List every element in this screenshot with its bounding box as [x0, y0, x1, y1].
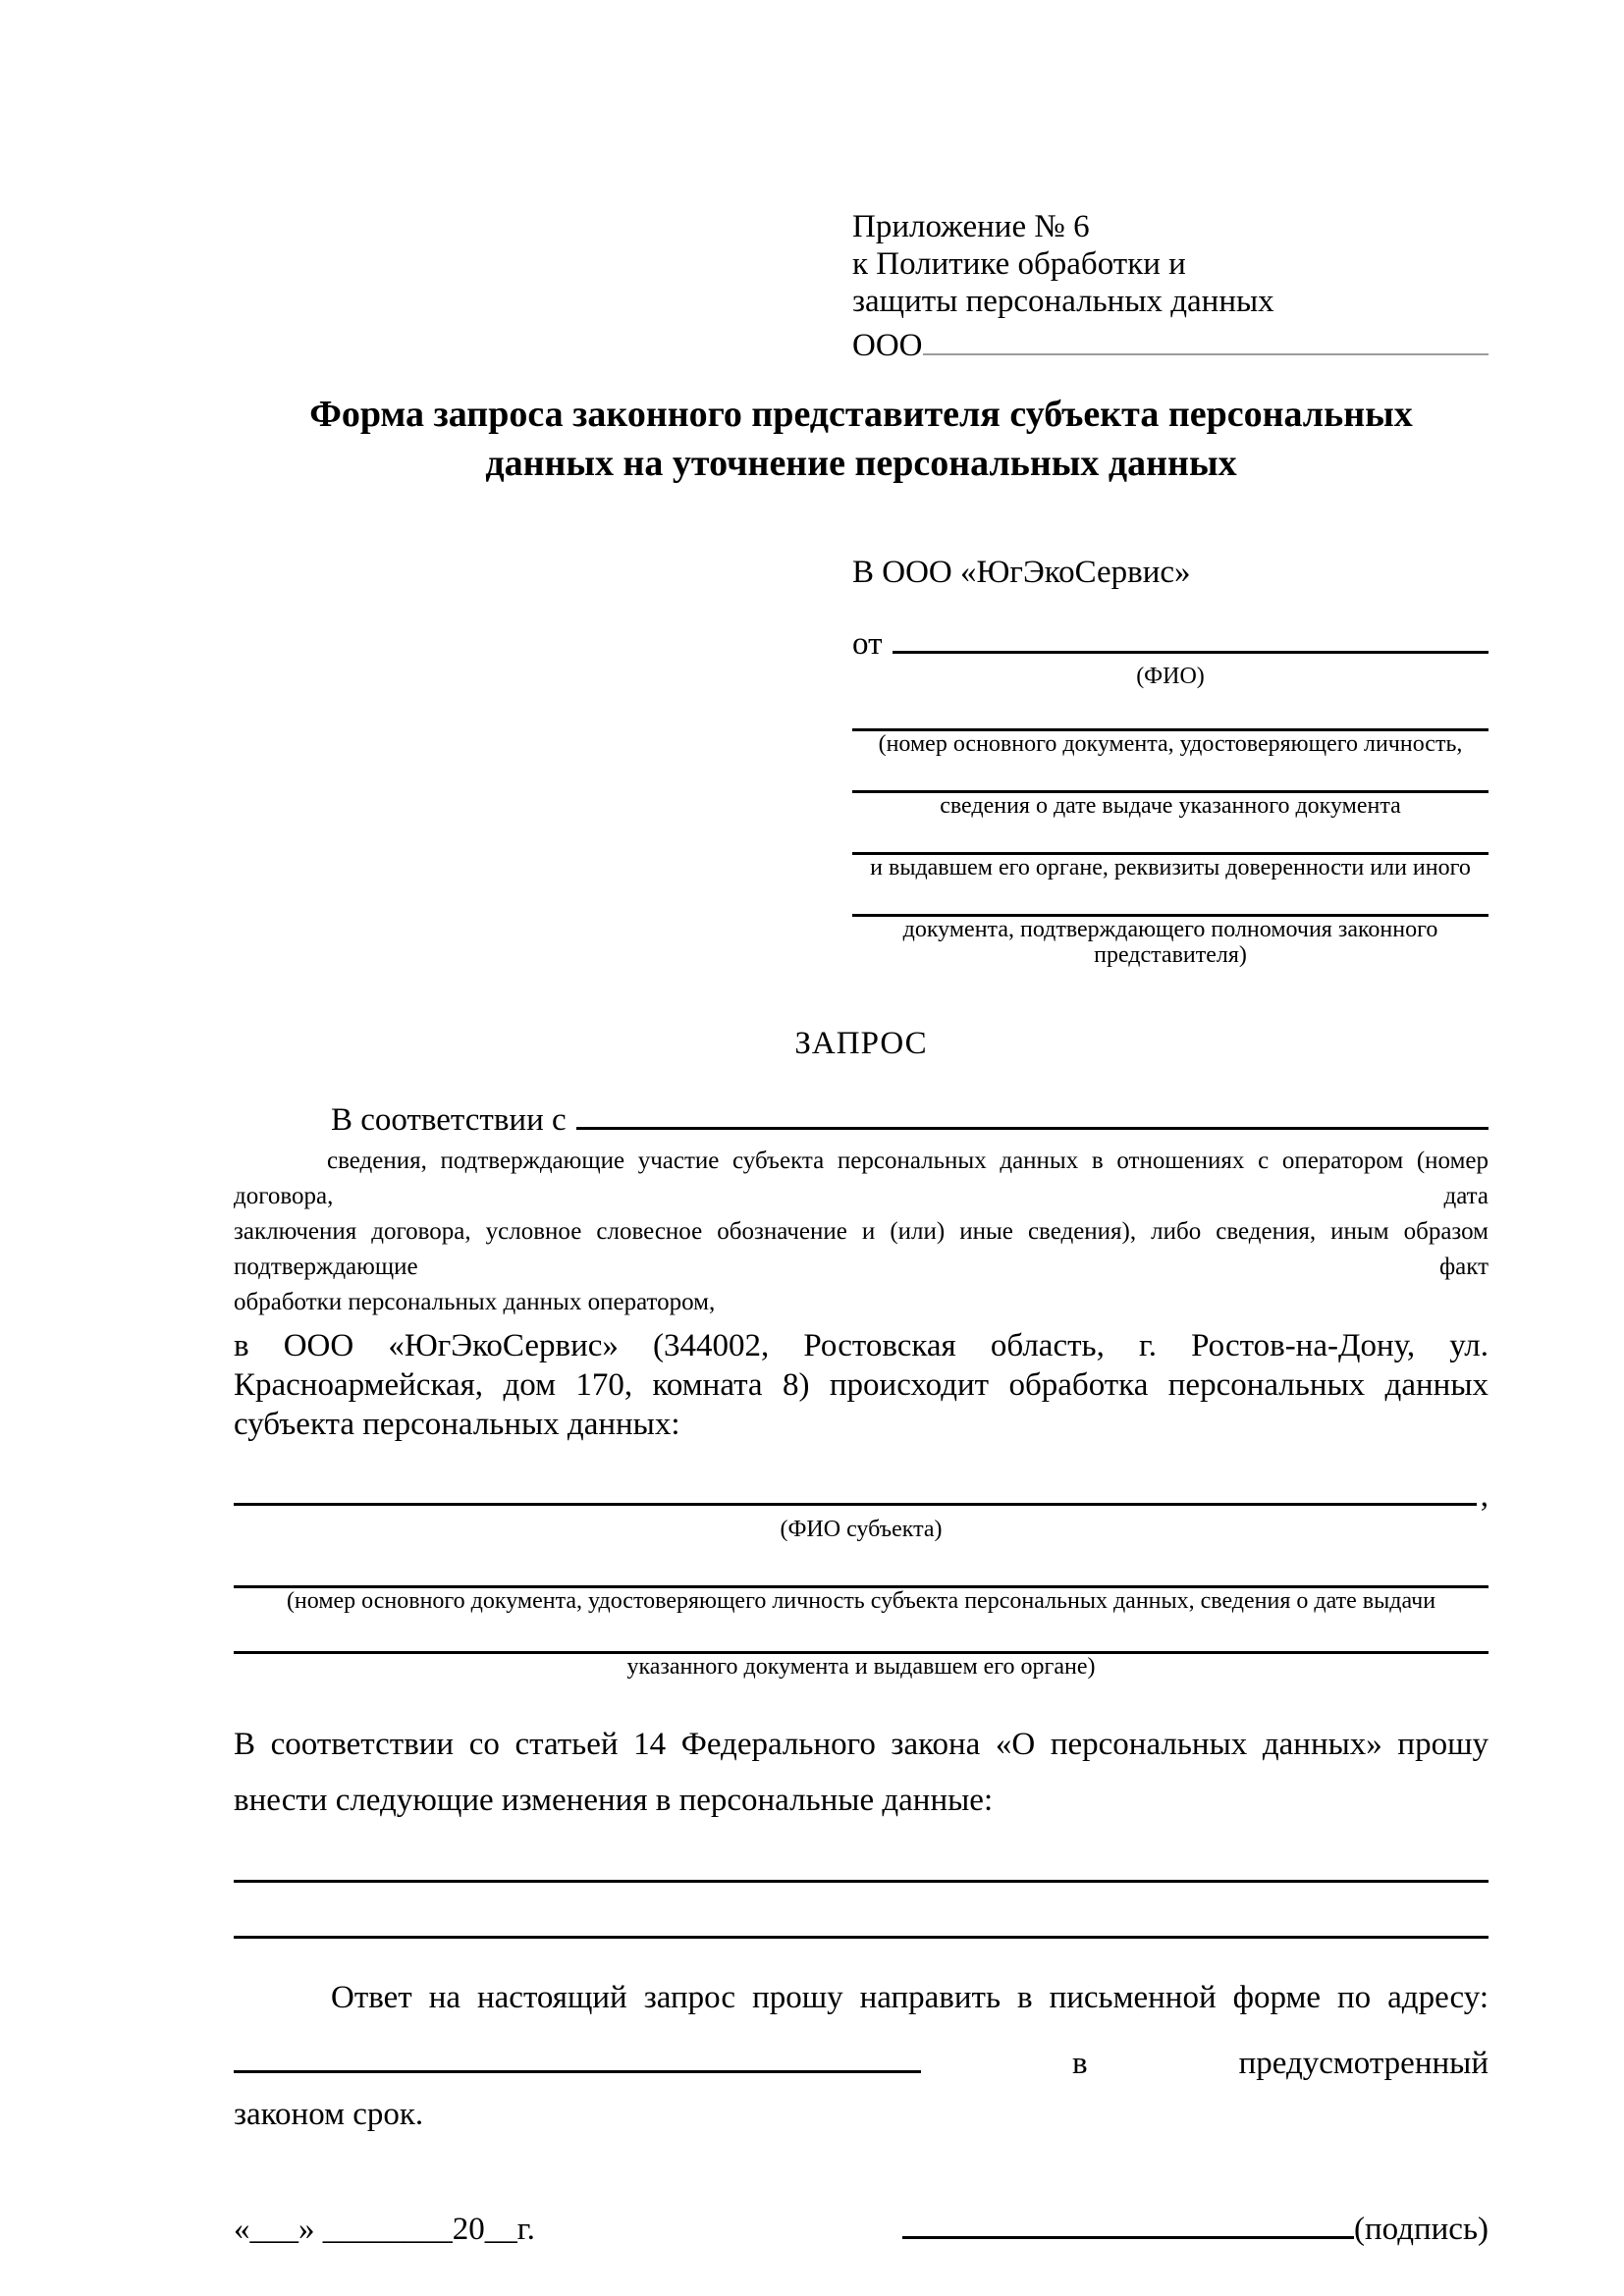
form-title-line: Форма запроса законного представителя субъекта персональных — [309, 394, 1413, 435]
addressee-block — [852, 553, 1489, 968]
addressee-company: В ООО «ЮгЭкоСервис» — [852, 555, 1191, 590]
date-blank-text: «___» ________20__г. — [234, 2211, 535, 2247]
form-title — [234, 390, 1489, 488]
law-paragraph-line: В соответствии со статьей 14 Федерального закона «О персональных данных» прошу — [234, 1726, 1489, 1762]
blank-line — [234, 1542, 1489, 1588]
request-heading: ЗАПРОС — [794, 1026, 928, 1061]
signature-blank-line — [902, 2203, 1354, 2239]
lead-note-line: заключения договора, условное словесное обозначение и (или) иные сведения), либо сведения, иным образом подтверждающие факт — [234, 1218, 1489, 1281]
from-row — [852, 617, 1489, 664]
changes-blank-line — [234, 1883, 1489, 1939]
lead-row — [234, 1094, 1489, 1141]
blank-line — [852, 819, 1489, 855]
answer-paragraph-tail: законом срок. — [234, 2096, 424, 2132]
appendix-line: защиты персональных данных — [852, 284, 1274, 319]
subject-fio-row — [234, 1469, 1489, 1517]
representative-doc-blank-group — [852, 689, 1489, 757]
blank-line — [852, 757, 1489, 793]
answer-paragraph-line: Ответ на настоящий запрос прошу направить в письменной форме по адресу: — [331, 1979, 1489, 2015]
fio-caption: (ФИО) — [1136, 664, 1205, 689]
lead-note-line: сведения, подтверждающие участие субъекта персональных данных в отношениях с оператором (номер договора, дата — [234, 1148, 1489, 1210]
blank-line — [852, 881, 1489, 917]
lead-blank-line — [576, 1094, 1489, 1130]
lead-note-line: обработки персональных данных оператором, — [234, 1289, 716, 1316]
from-label: от — [852, 626, 883, 662]
blank-line — [234, 1614, 1489, 1654]
blank-caption: сведения о дате выдаче указанного документа — [940, 793, 1401, 819]
subject-doc-blank-group — [234, 1542, 1489, 1614]
law-paragraph-line: внести следующие изменения в персональные данные: — [234, 1782, 994, 1818]
blank-caption: и выдавшем его органе, реквизиты доверенности или иного — [870, 855, 1471, 881]
blank-caption: указанного документа и выдавшем его органе) — [626, 1653, 1096, 1680]
appendix-line: Приложение № 6 — [852, 209, 1090, 244]
subject-fio-caption: (ФИО субъекта) — [780, 1516, 943, 1542]
appendix-company-row — [852, 320, 1489, 364]
subject-doc-blank-group — [234, 1614, 1489, 1680]
answer-word: предусмотренный — [1238, 2045, 1489, 2081]
representative-doc-blank-group — [852, 757, 1489, 819]
blank-caption: (номер основного документа, удостоверяющего личность, — [878, 731, 1463, 757]
address-blank-line — [234, 2037, 921, 2073]
law-paragraph — [234, 1717, 1489, 1829]
answer-word: в — [1072, 2045, 1088, 2081]
appendix-note — [852, 208, 1489, 364]
operator-paragraph-line: субъекта персональных данных: — [234, 1407, 680, 1443]
subject-comma: , — [1480, 1478, 1489, 1515]
representative-doc-blank-group — [852, 881, 1489, 968]
company-prefix-label: ООО — [852, 328, 923, 363]
blank-caption: (номер основного документа, удостоверяющего личность субъекта персональных данных, сведения о дате выдачи — [286, 1587, 1436, 1614]
changes-blank-line — [234, 1829, 1489, 1883]
representative-doc-blank-group — [852, 819, 1489, 881]
lead-note — [234, 1144, 1489, 1320]
blank-caption: документа, подтверждающего полномочия законного представителя) — [902, 917, 1438, 968]
form-title-line: данных на уточнение персональных данных — [485, 443, 1237, 484]
blank-line — [852, 689, 1489, 731]
company-name-blank-line — [923, 320, 1489, 355]
appendix-line: к Политике обработки и — [852, 246, 1186, 282]
signature-caption: (подпись) — [1354, 2211, 1489, 2247]
footer-row — [234, 2203, 1489, 2250]
operator-paragraph-line: в ООО «ЮгЭкоСервис» (344002, Ростовская область, г. Ростов-на-Дону, ул. — [234, 1328, 1489, 1364]
signature-block — [902, 2203, 1489, 2250]
subject-fio-blank-line — [234, 1469, 1477, 1506]
lead-label: В соответствии с — [331, 1101, 567, 1138]
operator-paragraph — [234, 1326, 1489, 1444]
operator-paragraph-line: Красноармейская, дом 170, комната 8) происходит обработка персональных данных — [234, 1367, 1489, 1404]
answer-address-row — [234, 2037, 1489, 2083]
representative-fio-blank-line — [893, 617, 1489, 654]
